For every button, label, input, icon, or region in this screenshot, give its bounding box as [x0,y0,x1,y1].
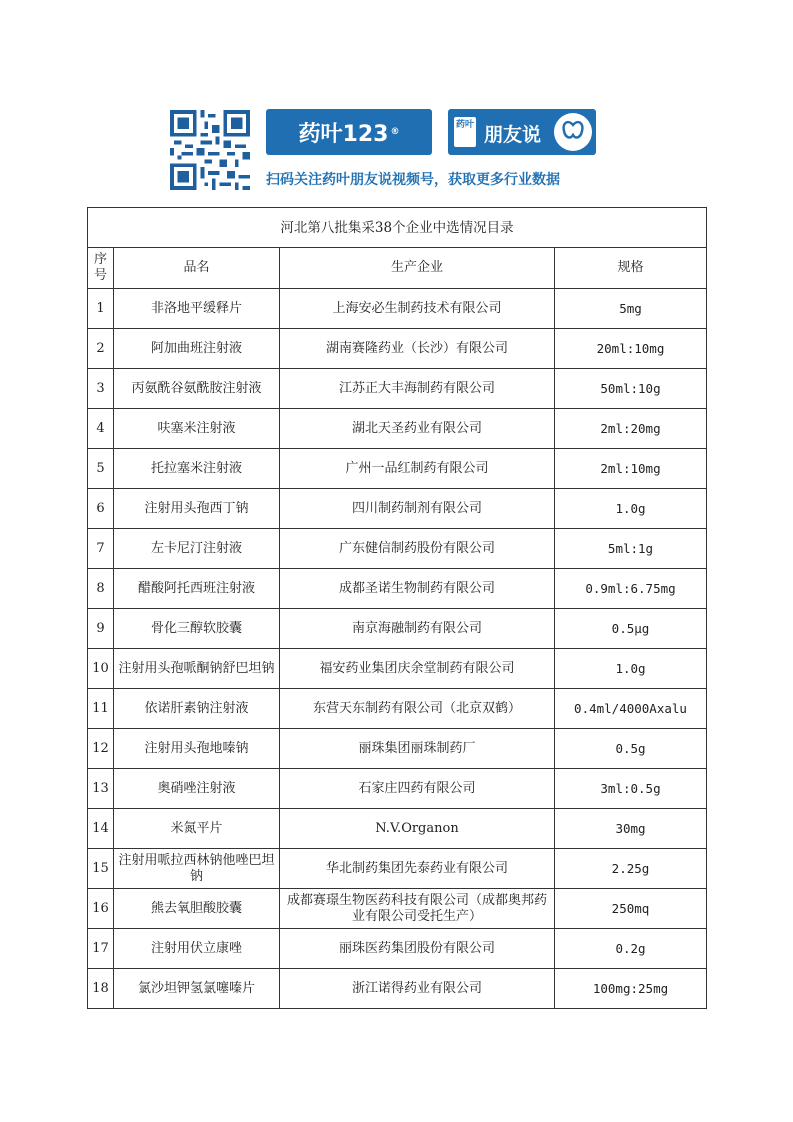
cell-product-name: 注射用头孢地嗪钠 [114,729,280,769]
table-row [88,729,707,769]
table-row [88,969,707,1009]
cell-spec: 20ml:10mg [555,329,707,369]
header-spec: 规格 [555,248,707,289]
cell-no: 7 [88,529,114,569]
cell-company: 华北制药集团先泰药业有限公司 [280,849,555,889]
cell-product-name: 米氮平片 [114,809,280,849]
cell-company: 石家庄四药有限公司 [280,769,555,809]
cell-product-name: 非洛地平缓释片 [114,289,280,329]
table-row [88,329,707,369]
cell-no: 2 [88,329,114,369]
cell-no: 18 [88,969,114,1009]
cell-product-name: 注射用哌拉西林钠他唑巴坦钠 [114,849,280,889]
table-row [88,289,707,329]
header-name: 品名 [114,248,280,289]
cell-spec: 3ml:0.5g [555,769,707,809]
cell-product-name: 醋酸阿托西班注射液 [114,569,280,609]
cell-company: 江苏正大丰海制药有限公司 [280,369,555,409]
cell-product-name: 注射用头孢西丁钠 [114,489,280,529]
cell-no: 3 [88,369,114,409]
cell-product-name: 骨化三醇软胶囊 [114,609,280,649]
cell-spec: 0.5μg [555,609,707,649]
cell-no: 4 [88,409,114,449]
header-banner [170,105,610,195]
cell-no: 6 [88,489,114,529]
table-row [88,689,707,729]
cell-company: 成都赛璟生物医药科技有限公司（成都奥邦药业有限公司受托生产） [280,889,555,929]
cell-no: 12 [88,729,114,769]
cell-spec: 1.0g [555,489,707,529]
cell-no: 17 [88,929,114,969]
table-row [88,809,707,849]
cell-product-name: 左卡尼汀注射液 [114,529,280,569]
cell-product-name: 托拉塞米注射液 [114,449,280,489]
cell-spec: 5ml:1g [555,529,707,569]
cell-company: 东营天东制药有限公司（北京双鹤） [280,689,555,729]
cell-spec: 2ml:20mg [555,409,707,449]
cell-no: 1 [88,289,114,329]
cell-company: 丽珠集团丽珠制药厂 [280,729,555,769]
friends-say-logo [448,109,596,155]
cell-product-name: 奥硝唑注射液 [114,769,280,809]
cell-spec: 5mg [555,289,707,329]
cell-spec: 100mg:25mg [555,969,707,1009]
header-company: 生产企业 [280,248,555,289]
cell-company: 南京海融制药有限公司 [280,609,555,649]
cell-no: 5 [88,449,114,489]
cell-no: 14 [88,809,114,849]
cell-no: 16 [88,889,114,929]
cell-company: 上海安必生制药技术有限公司 [280,289,555,329]
table-row [88,409,707,449]
cell-product-name: 注射用头孢哌酮钠舒巴坦钠 [114,649,280,689]
table-row [88,849,707,889]
cell-spec: 30mg [555,809,707,849]
cell-product-name: 熊去氧胆酸胶囊 [114,889,280,929]
cell-company: 广东健信制药股份有限公司 [280,529,555,569]
qr-code[interactable] [170,109,250,191]
logo-text: 药叶123 [298,121,389,147]
cell-spec: 250mq [555,889,707,929]
cell-spec: 0.2g [555,929,707,969]
table-row [88,449,707,489]
header-no: 序号 [88,248,114,289]
table-header-row [88,248,707,289]
cell-product-name: 呋塞米注射液 [114,409,280,449]
promo-tagline: 扫码关注药叶朋友说视频号，获取更多行业数据 [266,172,560,188]
cell-company: 四川制药制剂有限公司 [280,489,555,529]
cell-product-name: 丙氨酰谷氨酰胺注射液 [114,369,280,409]
cell-no: 11 [88,689,114,729]
cell-product-name: 注射用伏立康唑 [114,929,280,969]
cell-company: 湖北天圣药业有限公司 [280,409,555,449]
table-row [88,369,707,409]
cell-product-name: 氯沙坦钾氢氯噻嗪片 [114,969,280,1009]
procurement-table [87,207,707,1009]
table-row [88,769,707,809]
cell-no: 15 [88,849,114,889]
cell-company: 湖南赛隆药业（长沙）有限公司 [280,329,555,369]
cell-spec: 0.9ml:6.75mg [555,569,707,609]
cell-product-name: 依诺肝素钠注射液 [114,689,280,729]
cell-company: 广州一品红制药有限公司 [280,449,555,489]
logo-mini-badge: 药叶 [454,117,476,147]
cell-no: 13 [88,769,114,809]
table-row [88,889,707,929]
cell-spec: 1.0g [555,649,707,689]
table-row [88,929,707,969]
cell-product-name: 阿加曲班注射液 [114,329,280,369]
table-row [88,609,707,649]
table-row [88,529,707,569]
table-row [88,489,707,529]
cell-no: 9 [88,609,114,649]
table-row [88,569,707,609]
cell-company: N.V.Organon [280,809,555,849]
table-row [88,649,707,689]
cell-no: 8 [88,569,114,609]
table-title: 河北第八批集采38个企业中选情况目录 [88,208,707,248]
yaoye123-logo [266,109,432,155]
cell-no: 10 [88,649,114,689]
cell-spec: 0.5g [555,729,707,769]
cell-company: 成都圣诺生物制药有限公司 [280,569,555,609]
cell-spec: 0.4ml/4000Axalu [555,689,707,729]
cell-company: 浙江诺得药业有限公司 [280,969,555,1009]
cell-company: 丽珠医药集团股份有限公司 [280,929,555,969]
cell-spec: 50ml:10g [555,369,707,409]
butterfly-icon [554,113,592,151]
cell-spec: 2.25g [555,849,707,889]
cell-spec: 2ml:10mg [555,449,707,489]
registered-mark: ® [390,127,400,137]
cell-company: 福安药业集团庆余堂制药有限公司 [280,649,555,689]
logo2-text: 朋友说 [484,124,542,146]
